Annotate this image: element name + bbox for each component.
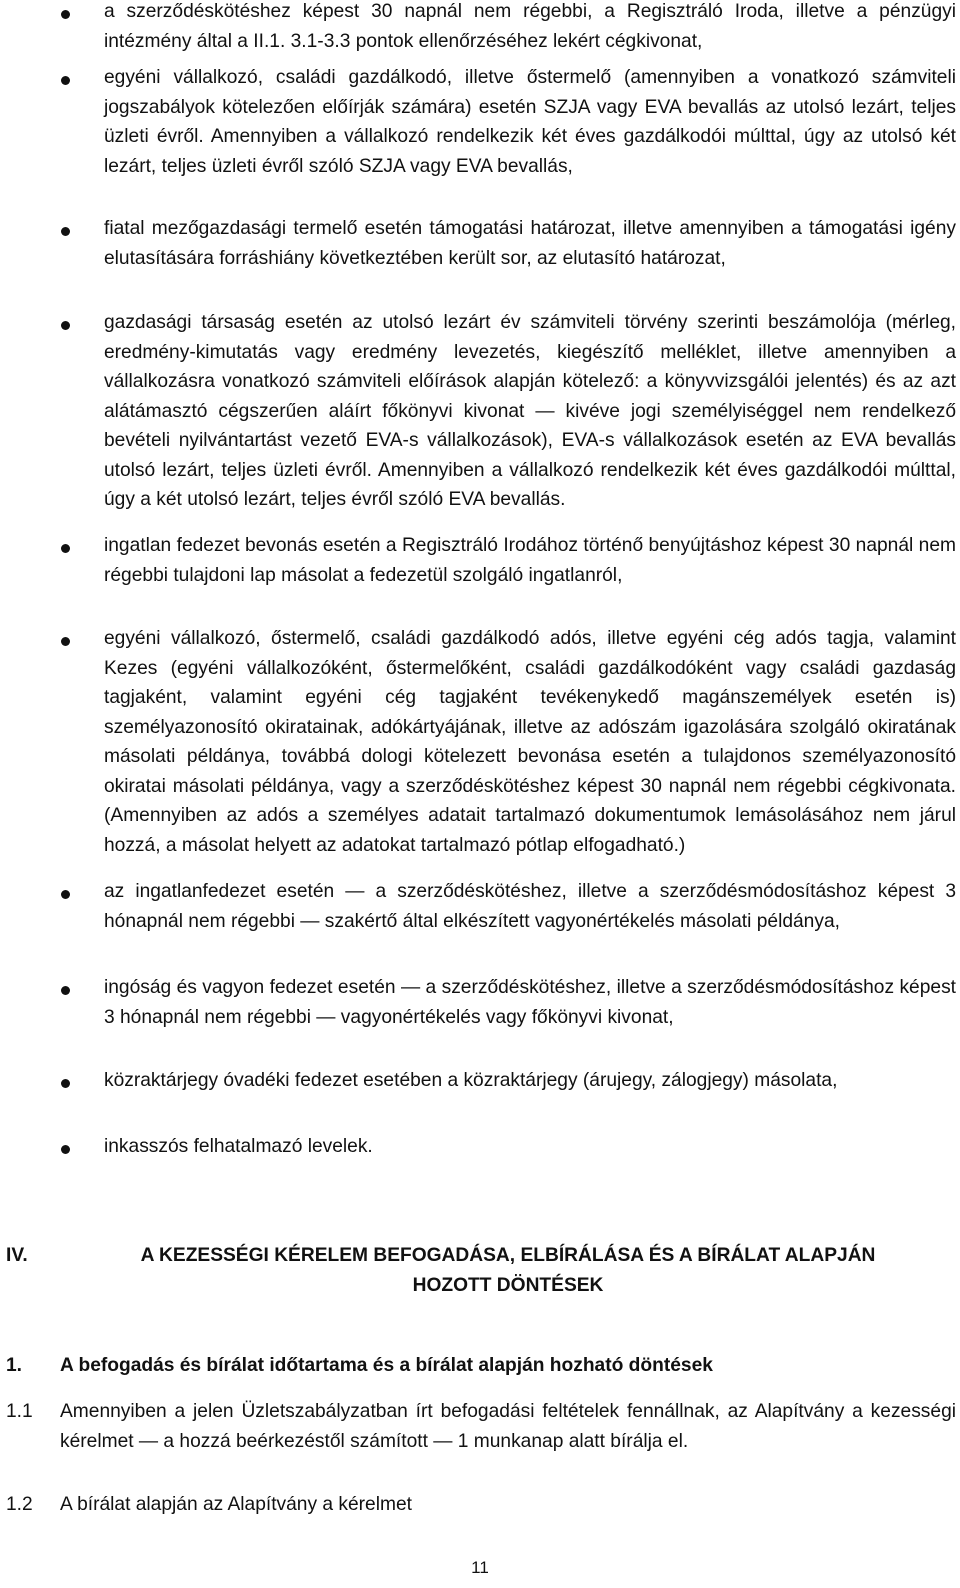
- paragraph-text: A bírálat alapján az Alapítvány a kérelmet: [60, 1494, 412, 1515]
- list-item-text: fiatal mezőgazdasági termelő esetén támogatási határozat, illetve amennyiben a támogatási igény elutasítására forráshiány következtében került sor, az elutasító határozat,: [104, 218, 956, 269]
- list-item-text: az ingatlanfedezet esetén — a szerződéskötéshez, illetve a szerződésmódosításhoz képest 3 hónapnál nem régebbi — szakértő által elkészített vagyonértékelés másolati példánya,: [104, 881, 956, 932]
- list-item-text: ingóság és vagyon fedezet esetén — a szerződéskötéshez, illetve a szerződésmódosításhoz képest 3 hónapnál nem régebbi — vagyonértékelés vagy főkönyvi kivonat,: [104, 977, 956, 1028]
- list-item-text: a szerződéskötéshez képest 30 napnál nem régebbi, a Regisztráló Iroda, illetve a pénzügyi intézmény által a II.1. 3.1-3.3 pontok ellenőrzéséhez lekért cégkivonat,: [104, 1, 956, 52]
- list-item-text: ingatlan fedezet bevonás esetén a Regisztráló Irodához történő benyújtáshoz képest 30 napnál nem régebbi tulajdoni lap másolat a fedezetül szolgáló ingatlanról,: [104, 535, 956, 586]
- bullet-icon: [61, 76, 70, 85]
- section-number: IV.: [6, 1245, 28, 1266]
- section-title-line: A KEZESSÉGI KÉRELEM BEFOGADÁSA, ELBÍRÁLÁSA ÉS A BÍRÁLAT ALAPJÁN: [140, 1245, 876, 1266]
- bullet-icon: [61, 227, 70, 236]
- bullet-icon: [61, 1145, 70, 1154]
- page-number: 11: [471, 1558, 489, 1577]
- bullet-icon: [61, 1079, 70, 1088]
- bullet-icon: [61, 10, 70, 19]
- bullet-icon: [61, 321, 70, 330]
- list-item-text: gazdasági társaság esetén az utolsó lezárt év számviteli törvény szerinti beszámolója (mérleg, eredmény-kimutatás vagy eredmény levezetés, kiegészítő melléklet, illetve amennyiben a vállalkozásra vonatkozó számviteli előírások alapján kötelező: a könyvvizsgálói jelentés) és az azt alátámasztó cégszerűen aláírt főkönyvi kivonat — kivéve jogi személyiséggel nem rendelkező bevételi nyilvántartást vezető EVA-s vállalkozások), EVA-s vállalkozások esetén az EVA bevallás utolsó lezárt, teljes üzleti évről. Amennyiben a vállalkozó rendelkezik két éves gazdálkodói múlttal, úgy a két utolsó lezárt, teljes évről szóló EVA bevallás.: [104, 312, 956, 510]
- list-item-text: inkasszós felhatalmazó levelek.: [104, 1136, 373, 1157]
- subsection-number: 1.: [6, 1355, 23, 1376]
- list-item-text: egyéni vállalkozó, őstermelő, családi gazdálkodó adós, illetve egyéni cég adós tagja, valamint Kezes (egyéni vállalkozóként, őstermelőként, családi gazdálkodóként vagy családi gazdaság tagjaként, valamint egyéni cég tagjaként tevékenykedő magánszemélyek esetén is) személyazonosító okiratainak, adókártyájának, illetve az adószám igazolására szolgáló okiratának másolati példánya, továbbá dologi kötelezett bevonása esetén a tulajdonos személyazonosító okiratai másolati példánya, vagy a szerződéskötéshez képest 30 napnál nem régebbi cégkivonata. (Amennyiben az adós a személyes adatait tartalmazó dokumentumok lemásolásához nem járul hozzá, a másolat helyett az adatokat tartalmazó pótlap elfogadható.): [104, 628, 956, 856]
- section-title-line: HOZOTT DÖNTÉSEK: [412, 1274, 604, 1296]
- list-item-text: közraktárjegy óvadéki fedezet esetében a közraktárjegy (árujegy, zálogjegy) másolata,: [104, 1070, 838, 1091]
- bullet-icon: [61, 544, 70, 553]
- bullet-icon: [61, 986, 70, 995]
- list-item-text: egyéni vállalkozó, családi gazdálkodó, illetve őstermelő (amennyiben a vonatkozó számviteli jogszabályok kötelezően előírják számára) esetén SZJA vagy EVA bevallás az utolsó lezárt, teljes üzleti évről. Amennyiben a vállalkozó rendelkezik két éves gazdálkodói múlttal, úgy az utolsó két lezárt, teljes üzleti évről szóló SZJA vagy EVA bevallás,: [104, 67, 956, 177]
- section-title: [60, 1241, 956, 1300]
- paragraph-number: 1.1: [6, 1401, 33, 1422]
- subsection-title: A befogadás és bírálat időtartama és a bírálat alapján hozható döntések: [60, 1355, 713, 1376]
- bullet-icon: [61, 637, 70, 646]
- paragraph-number: 1.2: [6, 1494, 33, 1515]
- paragraph-text: Amennyiben a jelen Üzletszabályzatban írt befogadási feltételek fennállnak, az Alapítvány a kezességi kérelmet — a hozzá beérkezéstől számított — 1 munkanap alatt bírálja el.: [60, 1401, 956, 1452]
- bullet-icon: [61, 890, 70, 899]
